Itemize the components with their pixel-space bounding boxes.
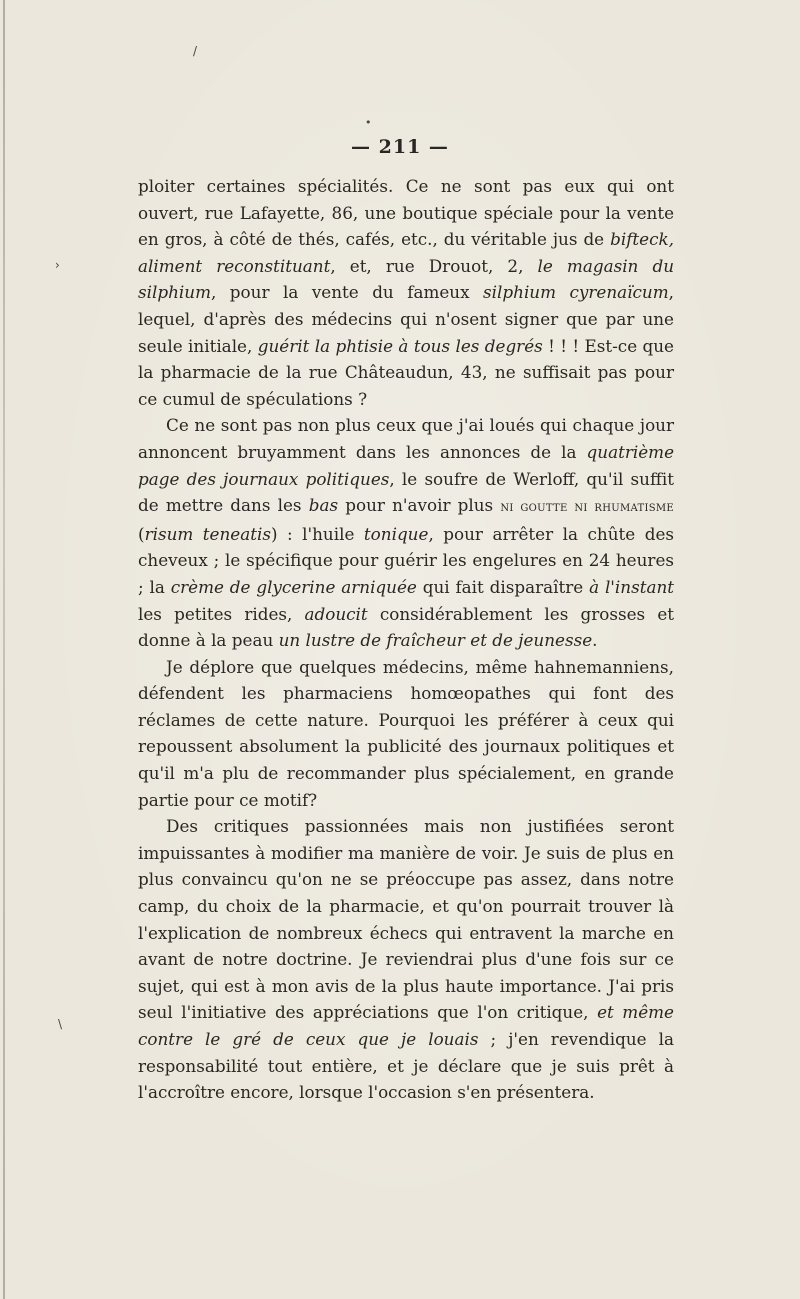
italic-text: le magasin du silphium: [138, 255, 675, 303]
italic-text: un lustre de fraîcheur et de jeunesse: [278, 630, 593, 651]
paragraph: [138, 813, 674, 1106]
paragraph: [138, 412, 674, 653]
italic-text: bas: [308, 495, 339, 516]
italic-text: tonique: [363, 523, 429, 544]
text-run: , lequel, d'après des médecins qui n'osent signer que par une seule initiale,: [138, 282, 674, 356]
text-run: Ce ne sont pas non plus ceux que j'ai loués qui chaque jour annoncent bruyamment dans les annonces de la: [138, 415, 674, 462]
text-run: Je déplore que quelques médecins, même hahnemanniens, défendent les pharmaciens homœopathes qui font des réclames de cette nature. Pourquoi les préférer à ceux qui repoussent absolument la publicité des journaux politiques et qu'il m'a plu de recommander plus spécialement, en grande partie pour ce motif?: [138, 656, 674, 810]
italic-text: à l'instant: [589, 576, 675, 597]
text-run: ploiter certaines spécialités. Ce ne sont pas eux qui ont ouvert, rue Lafayette, 86, une boutique spéciale pour la vente en gros, à côté de thés, cafés, etc., du véritable jus de: [138, 176, 674, 250]
body-text: [138, 173, 674, 1106]
italic-text: risum teneatis: [144, 523, 271, 544]
margin-mark-lower: \: [58, 1017, 63, 1031]
page-edge-shadow: [3, 0, 5, 1299]
text-run: (: [138, 523, 145, 544]
text-run: ; j'en revendique la responsabilité tout entière, et je déclare que je suis prêt à l'accroître encore, lorsque l'occasion s'en présentera.: [138, 1029, 674, 1103]
small-caps-text: ni goutte ni rhumatisme: [500, 499, 674, 516]
italic-text: bifteck, aliment reconstituant: [138, 229, 674, 276]
italic-text: et même contre le gré de ceux que je louais: [138, 1002, 674, 1049]
text-run: , pour arrêter la chûte des cheveux ; le spécifique pour guérir les engelures en 24 heures ; la: [138, 523, 674, 597]
page-number: — 211 —: [351, 136, 449, 158]
text-run: qui fait disparaître: [416, 576, 590, 597]
text-run: les petites rides,: [138, 603, 305, 624]
text-run: , pour la vente du fameux: [210, 282, 484, 303]
paragraph: [138, 173, 674, 412]
text-run: ! ! ! Est-ce que la pharmacie de la rue Châteaudun, 43, ne suffisait pas pour ce cumul de spéculations ?: [138, 335, 674, 409]
italic-text: adoucit: [304, 603, 368, 624]
paragraph: [138, 654, 674, 814]
text-run: considérablement les grosses et donne à la peau: [138, 603, 674, 651]
text-run: .: [592, 630, 598, 651]
italic-text: silphium cyrenaïcum: [483, 282, 669, 303]
italic-text: guérit la phtisie à tous les degrés: [257, 335, 543, 356]
text-run: pour n'avoir plus: [338, 495, 501, 516]
italic-text: quatrième page des journaux politiques: [138, 441, 674, 489]
text-run: ) : l'huile: [270, 523, 364, 544]
text-run: , le soufre de Werloff, qu'il suffit de mettre dans les: [138, 468, 674, 516]
stray-dot-mark: •: [365, 116, 372, 129]
stray-slash-mark: /: [193, 44, 198, 58]
italic-text: crème de glycerine arniquée: [170, 576, 417, 597]
text-run: , et, rue Drouot, 2,: [330, 255, 538, 276]
margin-mark-upper: ›: [55, 258, 60, 272]
text-run: Des critiques passionnées mais non justifiées seront impuissantes à modifier ma manière de voir. Je suis de plus en plus convaincu qu'on ne se préoccupe pas assez, dans notre camp, du choix de la pharmacie, et qu'on pourrait trouver là l'explication de nombreux échecs qui entravent la marche en avant de notre doctrine. Je reviendrai plus d'une fois sur ce sujet, qui est à mon avis de la plus haute importance. J'ai pris seul l'initiative des appréciations que l'on critique,: [138, 816, 674, 1023]
